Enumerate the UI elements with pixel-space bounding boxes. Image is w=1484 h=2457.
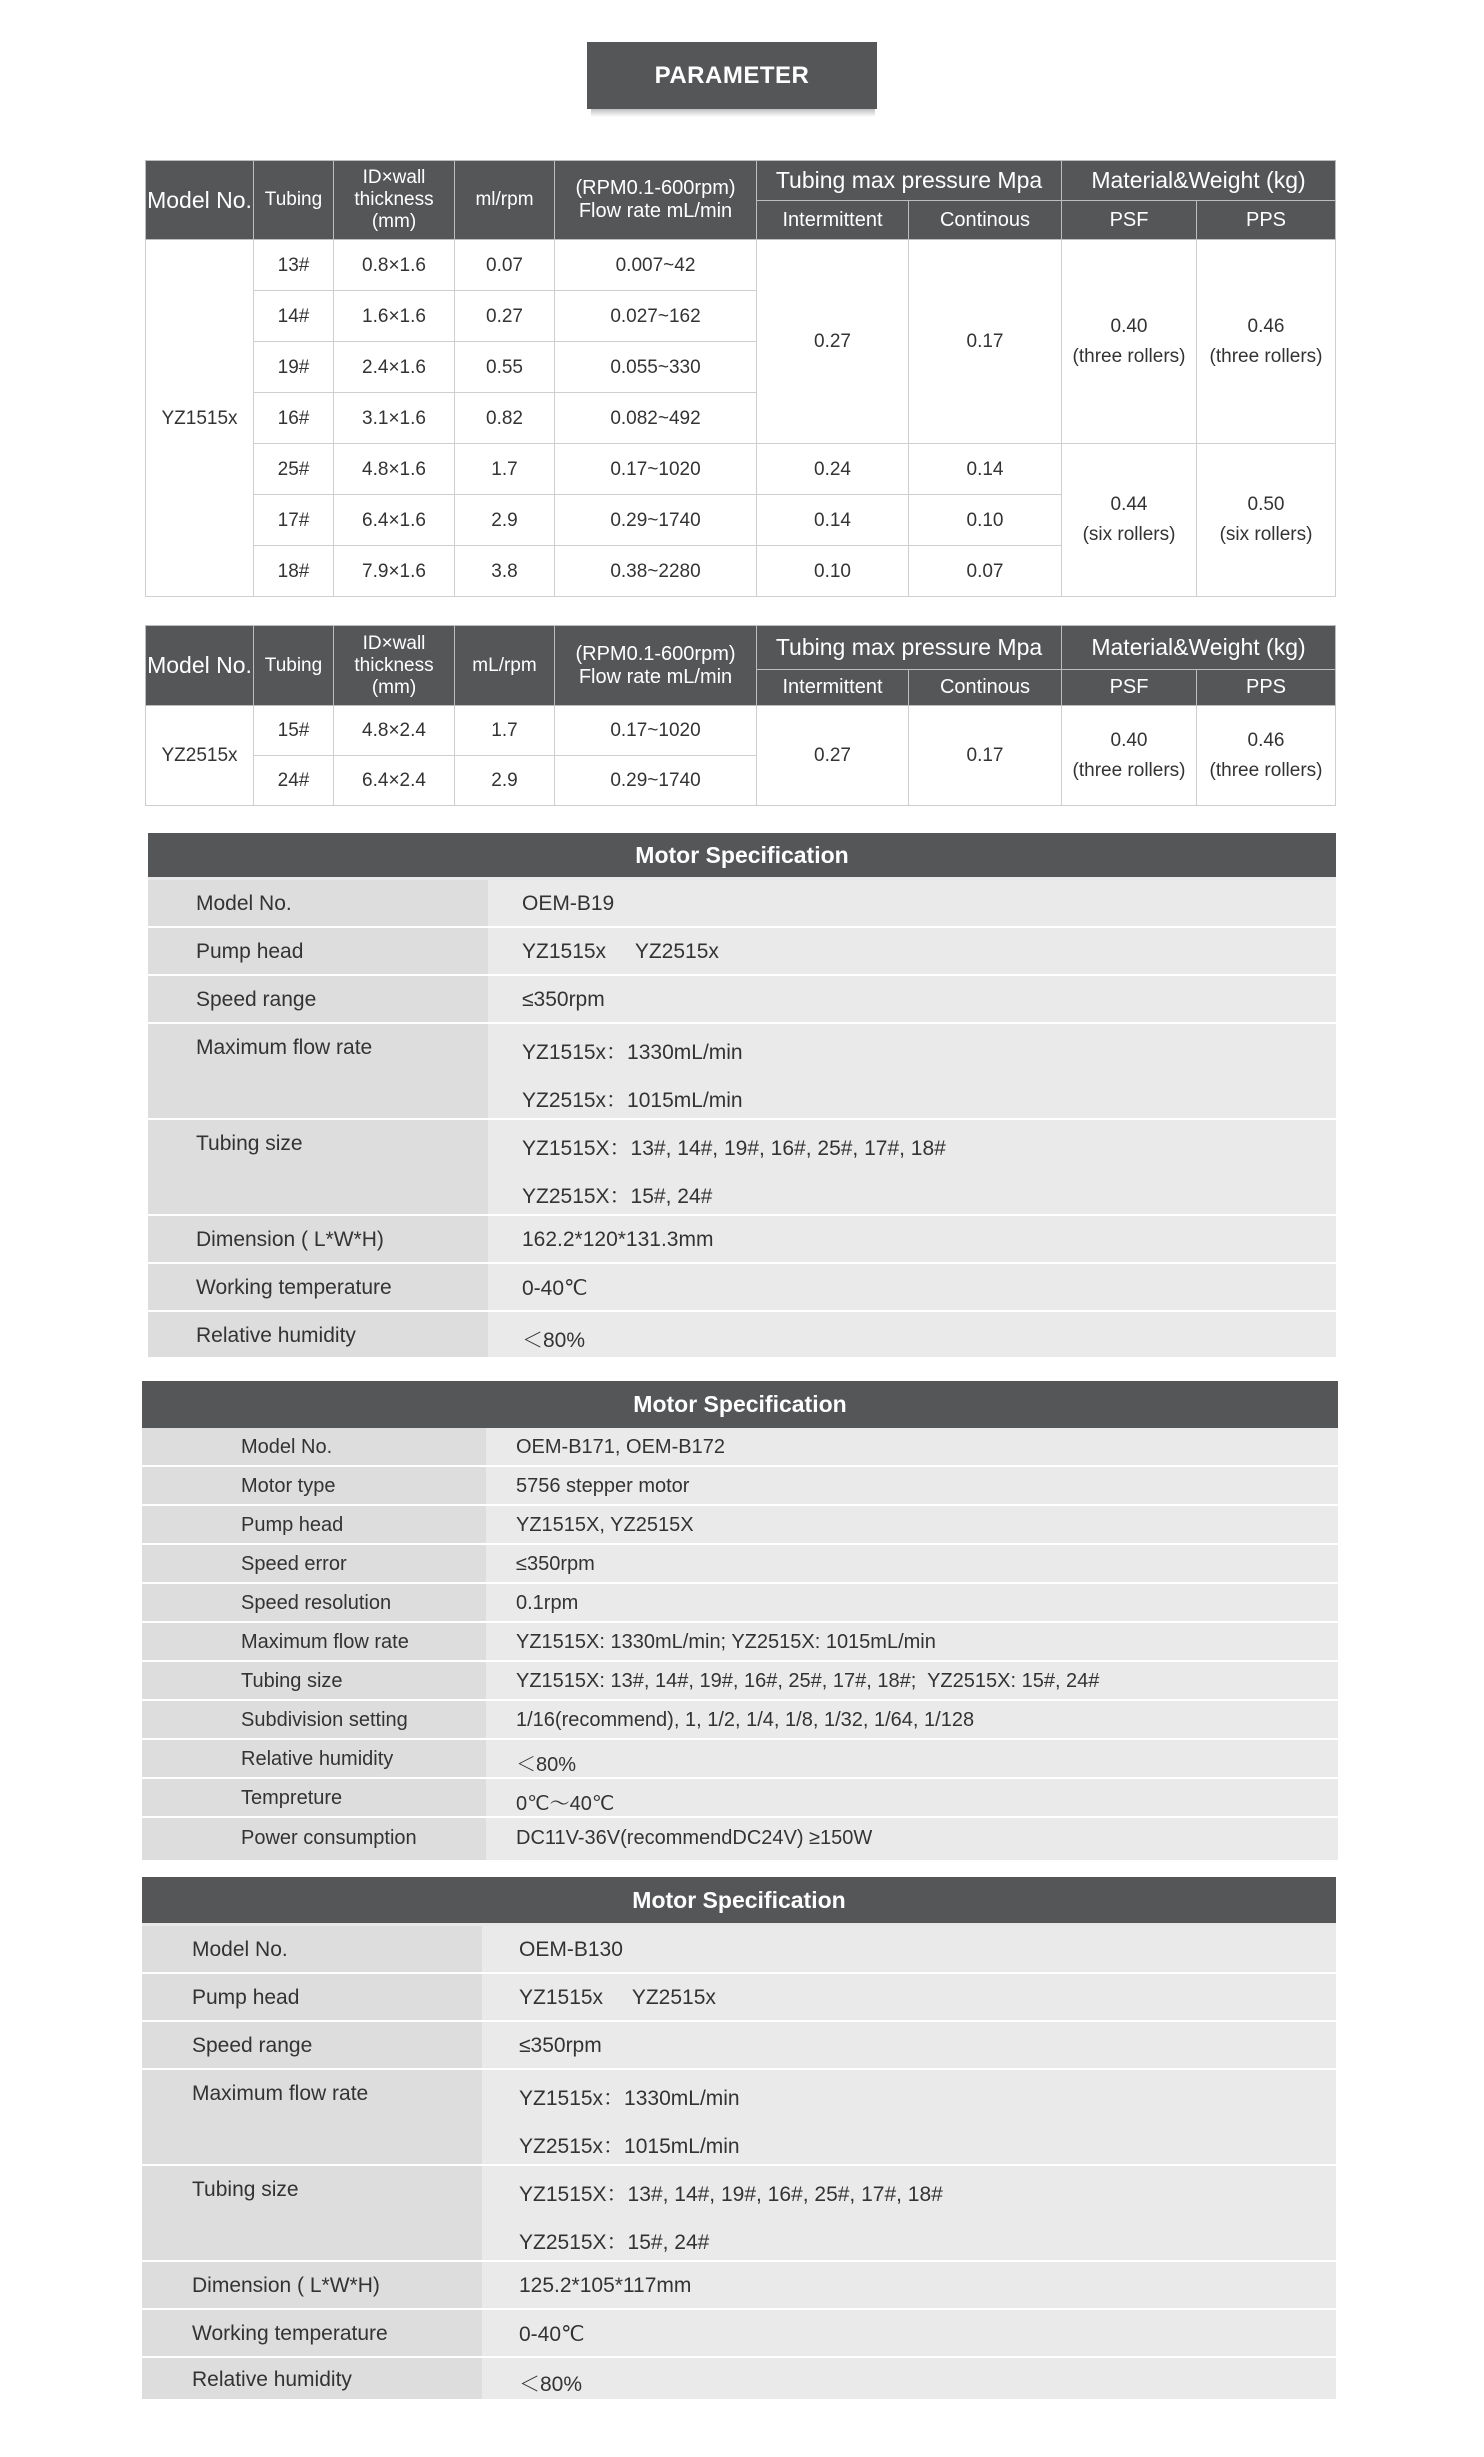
- spec-title: Motor Specification: [632, 1886, 846, 1913]
- spec-value-cell: [488, 880, 1336, 928]
- spec-value-cell: [482, 2358, 1336, 2399]
- spec-value-cell: [486, 1584, 1338, 1623]
- spec-label: Maximum flow rate: [192, 2082, 369, 2105]
- spec-value: ≤350rpm: [522, 988, 605, 1011]
- spec-label: Power consumption: [241, 1827, 417, 1849]
- motor-spec-oem-b19: [148, 833, 1336, 1357]
- idwall-cell: 6.4×1.6: [334, 495, 455, 546]
- tubing-cell: 19#: [254, 342, 334, 393]
- psf-weight-cell: [1062, 706, 1197, 806]
- idwall-cell: 4.8×2.4: [334, 706, 455, 756]
- flow-cell: 0.38~2280: [555, 546, 757, 597]
- continous-cell: 0.14: [909, 444, 1062, 495]
- spec-value: YZ2515X：15#, 24#: [519, 2231, 710, 2254]
- spec-label: Model No.: [241, 1436, 333, 1458]
- spec-value: YZ1515x YZ2515x: [522, 940, 719, 963]
- spec-value: 0-40℃: [519, 2323, 585, 2346]
- psf-weight-note: (three rollers): [1072, 759, 1186, 781]
- spec-label: Speed resolution: [241, 1592, 392, 1614]
- header-intermittent: Intermittent: [757, 670, 909, 706]
- spec-label: Relative humidity: [196, 1324, 356, 1347]
- spec-label: Dimension ( L*W*H): [192, 2274, 380, 2297]
- spec-value: 125.2*105*117mm: [519, 2274, 692, 2297]
- spec-value: 5756 stepper motor: [516, 1475, 690, 1497]
- header-id-wall: [334, 626, 455, 706]
- header-model-no: Model No.: [146, 626, 254, 706]
- banner-title: PARAMETER: [654, 61, 810, 89]
- spec-row: [148, 880, 1336, 928]
- header-id-wall: [334, 161, 455, 240]
- psf-weight-note: (six rollers): [1082, 524, 1176, 545]
- pps-weight-note: (three rollers): [1209, 759, 1323, 781]
- psf-weight-cell: [1062, 240, 1197, 444]
- spec-label: Speed range: [196, 988, 317, 1011]
- header-pressure: Tubing max pressure Mpa: [757, 161, 1062, 201]
- header-tubing: Tubing: [254, 626, 334, 706]
- spec-row: [142, 1467, 1338, 1506]
- spec-label: Tubing size: [192, 2178, 299, 2201]
- idwall-cell: 4.8×1.6: [334, 444, 455, 495]
- spec-label: Working temperature: [192, 2322, 388, 2345]
- idwall-cell: 6.4×2.4: [334, 756, 455, 806]
- idwall-cell: 7.9×1.6: [334, 546, 455, 597]
- spec-value: YZ1515X: 1330mL/min; YZ2515X: 1015mL/min: [516, 1631, 936, 1653]
- flow-cell: 0.29~1740: [555, 756, 757, 806]
- spec-row: [142, 2166, 1336, 2262]
- spec-title: Motor Specification: [635, 841, 849, 868]
- header-material-weight: Material&Weight (kg): [1062, 626, 1336, 670]
- header-pps: PPS: [1197, 670, 1336, 706]
- spec-value: OEM-B171, OEM-B172: [516, 1436, 725, 1458]
- spec-label: Model No.: [196, 892, 292, 915]
- intermittent-cell: 0.24: [757, 444, 909, 495]
- spec-row: [148, 1024, 1336, 1120]
- psf-weight-cell: [1062, 444, 1197, 597]
- tubing-cell: 18#: [254, 546, 334, 597]
- header-flow-line: Flow rate mL/min: [578, 200, 733, 222]
- header-continous: Continous: [909, 670, 1062, 706]
- psf-weight-value: 0.40: [1110, 315, 1148, 337]
- spec-label: Relative humidity: [192, 2368, 352, 2391]
- spec-value: OEM-B130: [519, 1938, 623, 1961]
- spec-row: [148, 928, 1336, 976]
- header-psf: PSF: [1062, 670, 1197, 706]
- spec-value-cell: [488, 976, 1336, 1024]
- spec-value: YZ1515x：1330mL/min: [522, 1041, 743, 1064]
- idwall-cell: 2.4×1.6: [334, 342, 455, 393]
- spec-label: Pump head: [192, 1986, 300, 2009]
- spec-value: 0-40℃: [522, 1277, 588, 1300]
- spec-row: [142, 1662, 1338, 1701]
- pps-weight-cell: [1197, 444, 1336, 597]
- spec-row: [142, 1818, 1338, 1860]
- header-id-wall-line: ID×wall: [362, 167, 426, 188]
- flow-cell: 0.17~1020: [555, 444, 757, 495]
- tubing-cell: 17#: [254, 495, 334, 546]
- continous-cell: 0.07: [909, 546, 1062, 597]
- spec-label: Tubing size: [241, 1670, 343, 1692]
- spec-value: ≤350rpm: [516, 1553, 595, 1575]
- spec-value: ＜80%: [516, 1754, 577, 1776]
- spec-row: [142, 2358, 1336, 2399]
- header-pps: PPS: [1197, 201, 1336, 240]
- header-model-no: Model No.: [146, 161, 254, 240]
- mlrpm-cell: 0.55: [455, 342, 555, 393]
- spec-row: [142, 1974, 1336, 2022]
- spec-value-cell: [482, 2310, 1336, 2358]
- header-id-wall-line: (mm): [371, 211, 417, 232]
- header-intermittent: Intermittent: [757, 201, 909, 240]
- spec-value: OEM-B19: [522, 892, 615, 915]
- pps-weight-value: 0.46: [1247, 315, 1285, 337]
- flow-cell: 0.055~330: [555, 342, 757, 393]
- spec-label: Maximum flow rate: [241, 1631, 409, 1653]
- spec-row: [142, 1740, 1338, 1779]
- spec-value: YZ2515X：15#, 24#: [522, 1185, 713, 1208]
- header-pressure: Tubing max pressure Mpa: [757, 626, 1062, 670]
- spec-value: ＜80%: [519, 2373, 583, 2396]
- spec-value: DC11V-36V(recommendDC24V) ≥150W: [516, 1827, 873, 1849]
- spec-value-cell: [486, 1740, 1338, 1779]
- flow-cell: 0.027~162: [555, 291, 757, 342]
- flow-cell: 0.29~1740: [555, 495, 757, 546]
- spec-row: [148, 1312, 1336, 1357]
- motor-spec-oem-b130: [142, 1877, 1336, 2399]
- spec-value: YZ1515X, YZ2515X: [516, 1514, 694, 1536]
- spec-label: Relative humidity: [241, 1748, 394, 1770]
- model-cell: YZ1515x: [146, 240, 254, 597]
- continous-cell: 0.10: [909, 495, 1062, 546]
- spec-value-cell: [488, 1264, 1336, 1312]
- spec-row: [142, 1623, 1338, 1662]
- mlrpm-cell: 2.9: [455, 495, 555, 546]
- header-flow-line: Flow rate mL/min: [578, 665, 733, 688]
- continous-cell: 0.17: [909, 706, 1062, 806]
- spec-row: [142, 1701, 1338, 1740]
- header-flow-line: (RPM0.1-600rpm): [575, 177, 736, 199]
- spec-label: Pump head: [196, 940, 304, 963]
- spec-row: [142, 1506, 1338, 1545]
- spec-value: 1/16(recommend), 1, 1/2, 1/4, 1/8, 1/32, 1/64, 1/128: [516, 1709, 975, 1731]
- spec-row: [142, 1926, 1336, 1974]
- spec-value: 0℃～40℃: [516, 1793, 615, 1815]
- header-id-wall-line: (mm): [371, 676, 417, 698]
- spec-row: [142, 1545, 1338, 1584]
- psf-weight-value: 0.40: [1110, 729, 1148, 751]
- mlrpm-cell: 0.82: [455, 393, 555, 444]
- pps-weight-value: 0.50: [1247, 494, 1285, 515]
- header-flow-rate: [555, 626, 757, 706]
- spec-label: Dimension ( L*W*H): [196, 1228, 384, 1251]
- spec-row: [142, 2310, 1336, 2358]
- header-id-wall-line: thickness: [354, 654, 434, 676]
- continous-cell: 0.17: [909, 240, 1062, 444]
- pps-weight-cell: [1197, 706, 1336, 806]
- spec-label: Speed error: [241, 1553, 347, 1575]
- spec-row: [148, 1120, 1336, 1216]
- spec-value: YZ1515X: 13#, 14#, 19#, 16#, 25#, 17#, 18#; YZ2515X: 15#, 24#: [516, 1670, 1100, 1692]
- spec-value: 162.2*120*131.3mm: [522, 1228, 714, 1251]
- tubing-cell: 14#: [254, 291, 334, 342]
- intermittent-cell: 0.10: [757, 546, 909, 597]
- flow-cell: 0.007~42: [555, 240, 757, 291]
- idwall-cell: 3.1×1.6: [334, 393, 455, 444]
- psf-weight-value: 0.44: [1110, 494, 1148, 515]
- spec-value: ＜80%: [522, 1329, 586, 1352]
- header-ml-rpm: mL/rpm: [455, 626, 555, 706]
- parameter-table-yz2515x: [145, 625, 1336, 806]
- pps-weight-value: 0.46: [1247, 729, 1285, 751]
- spec-row: [142, 1584, 1338, 1623]
- pps-weight-cell: [1197, 240, 1336, 444]
- spec2-rows: [142, 1428, 1338, 1860]
- spec-row: [148, 1216, 1336, 1264]
- spec-title: Motor Specification: [633, 1391, 847, 1417]
- spec-row: [142, 1779, 1338, 1818]
- intermittent-cell: 0.14: [757, 495, 909, 546]
- tubing-cell: 24#: [254, 756, 334, 806]
- mlrpm-cell: 2.9: [455, 756, 555, 806]
- spec-value: YZ1515X：13#, 14#, 19#, 16#, 25#, 17#, 18#: [519, 2183, 943, 2206]
- spec-value: YZ2515x：1015mL/min: [519, 2135, 740, 2158]
- spec-row: [142, 1428, 1338, 1467]
- spec-value-cell: [486, 1545, 1338, 1584]
- spec-row: [142, 2262, 1336, 2310]
- parameter-banner: [587, 42, 877, 109]
- header-material-weight: Material&Weight (kg): [1062, 161, 1336, 201]
- spec-label: Pump head: [241, 1514, 344, 1536]
- spec-label: Motor type: [241, 1475, 336, 1497]
- header-tubing: Tubing: [254, 161, 334, 240]
- mlrpm-cell: 0.07: [455, 240, 555, 291]
- spec-value: 0.1rpm: [516, 1592, 579, 1614]
- header-psf: PSF: [1062, 201, 1197, 240]
- spec-value: YZ1515x YZ2515x: [519, 1986, 716, 2009]
- parameter-table-yz1515x: [145, 160, 1336, 597]
- spec-value: YZ1515X：13#, 14#, 19#, 16#, 25#, 17#, 18#: [522, 1137, 946, 1160]
- intermittent-cell: 0.27: [757, 706, 909, 806]
- header-flow-rate: [555, 161, 757, 240]
- pps-weight-note: (three rollers): [1209, 345, 1323, 367]
- banner-shadow: [591, 109, 875, 117]
- header-id-wall-line: ID×wall: [362, 632, 426, 654]
- spec-value: ≤350rpm: [519, 2034, 602, 2057]
- spec-row: [148, 976, 1336, 1024]
- tubing-cell: 25#: [254, 444, 334, 495]
- header-id-wall-line: thickness: [354, 189, 434, 210]
- psf-weight-note: (three rollers): [1072, 345, 1186, 367]
- spec-row: [142, 2070, 1336, 2166]
- spec-value: YZ1515x：1330mL/min: [519, 2087, 740, 2110]
- header-continous: Continous: [909, 201, 1062, 240]
- spec-label: Maximum flow rate: [196, 1036, 373, 1059]
- pps-weight-note: (six rollers): [1219, 524, 1313, 545]
- flow-cell: 0.17~1020: [555, 706, 757, 756]
- spec-value-cell: [482, 2022, 1336, 2070]
- spec-value: YZ2515x：1015mL/min: [522, 1089, 743, 1112]
- mlrpm-cell: 0.27: [455, 291, 555, 342]
- model-cell: YZ2515x: [146, 706, 254, 806]
- mlrpm-cell: 1.7: [455, 706, 555, 756]
- tubing-cell: 15#: [254, 706, 334, 756]
- spec-label: Working temperature: [196, 1276, 392, 1299]
- header-ml-rpm: ml/rpm: [455, 161, 555, 240]
- mlrpm-cell: 3.8: [455, 546, 555, 597]
- spec-row: [148, 1264, 1336, 1312]
- tubing-cell: 13#: [254, 240, 334, 291]
- spec-header: [142, 1877, 1336, 1923]
- spec-label: Model No.: [192, 1938, 288, 1961]
- tubing-cell: 16#: [254, 393, 334, 444]
- intermittent-cell: 0.27: [757, 240, 909, 444]
- idwall-cell: 0.8×1.6: [334, 240, 455, 291]
- spec-header: [148, 833, 1336, 877]
- spec-value-cell: [488, 1312, 1336, 1357]
- spec-row: [142, 2022, 1336, 2070]
- spec-header: [142, 1381, 1338, 1428]
- spec-label: Subdivision setting: [241, 1709, 408, 1731]
- mlrpm-cell: 1.7: [455, 444, 555, 495]
- spec-label: Speed range: [192, 2034, 313, 2057]
- flow-cell: 0.082~492: [555, 393, 757, 444]
- spec-label: Tempreture: [241, 1787, 343, 1809]
- header-flow-line: (RPM0.1-600rpm): [575, 642, 736, 665]
- idwall-cell: 1.6×1.6: [334, 291, 455, 342]
- spec-label: Tubing size: [196, 1132, 303, 1155]
